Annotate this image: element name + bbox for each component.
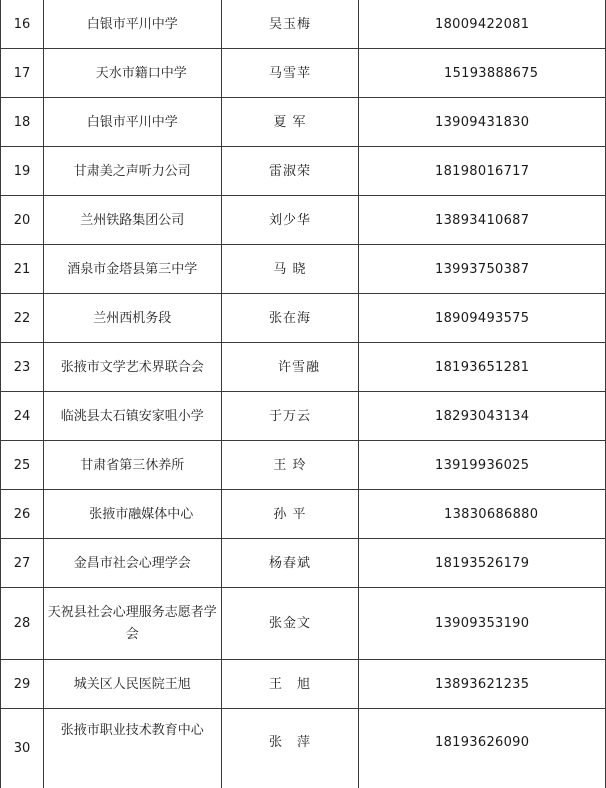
phone-text: 15193888675 <box>444 65 539 81</box>
table-row <box>1 294 606 343</box>
person-name-cell: 杨春斌 <box>221 539 359 588</box>
organization-cell <box>43 49 221 98</box>
row-number: 19 <box>1 147 44 196</box>
phone-cell: 13909431830 <box>359 98 606 147</box>
phone-cell: 18198016717 <box>359 147 606 196</box>
organization-cell: 张掖市文学艺术界联合会 <box>43 343 221 392</box>
row-number: 27 <box>1 539 44 588</box>
person-name-cell: 张 萍 <box>221 709 359 788</box>
table-row <box>1 392 606 441</box>
phone-text: 13830686880 <box>444 506 539 522</box>
person-name-cell: 王 旭 <box>221 660 359 709</box>
table-row <box>1 49 606 98</box>
person-name-cell: 孙 平 <box>221 490 359 539</box>
organization-text: 张掖市融媒体中心 <box>89 506 194 522</box>
table-row <box>1 441 606 490</box>
table-row <box>1 588 606 660</box>
phone-cell: 13909353190 <box>359 588 606 660</box>
table-row <box>1 245 606 294</box>
person-name-cell: 雷淑荣 <box>221 147 359 196</box>
organization-cell: 酒泉市金塔县第三中学 <box>43 245 221 294</box>
table-row <box>1 660 606 709</box>
organization-cell: 兰州西机务段 <box>43 294 221 343</box>
row-number: 22 <box>1 294 44 343</box>
person-name-cell: 刘少华 <box>221 196 359 245</box>
table-row <box>1 98 606 147</box>
row-number: 17 <box>1 49 44 98</box>
row-number: 28 <box>1 588 44 660</box>
phone-cell: 18009422081 <box>359 0 606 49</box>
phone-cell: 13893621235 <box>359 660 606 709</box>
person-name-text: 许雪融 <box>277 359 320 375</box>
organization-cell: 甘肃省第三休养所 <box>43 441 221 490</box>
organization-cell: 甘肃美之声听力公司 <box>43 147 221 196</box>
organization-cell: 白银市平川中学 <box>43 98 221 147</box>
organization-cell: 张掖市职业技术教育中心 <box>43 709 221 788</box>
organization-text: 天水市籍口中学 <box>95 65 187 81</box>
table-row <box>1 490 606 539</box>
person-name-cell: 马雪苹 <box>221 49 359 98</box>
phone-cell: 18193526179 <box>359 539 606 588</box>
row-number: 16 <box>1 0 44 49</box>
table-row <box>1 539 606 588</box>
row-number: 18 <box>1 98 44 147</box>
phone-cell: 18193626090 <box>359 709 606 788</box>
phone-cell: 13893410687 <box>359 196 606 245</box>
organization-cell: 城关区人民医院王旭 <box>43 660 221 709</box>
table-row <box>1 0 606 49</box>
row-number: 25 <box>1 441 44 490</box>
organization-cell: 兰州铁路集团公司 <box>43 196 221 245</box>
row-number: 24 <box>1 392 44 441</box>
table-row <box>1 709 606 788</box>
person-name-cell: 马 晓 <box>221 245 359 294</box>
phone-cell: 13993750387 <box>359 245 606 294</box>
phone-cell <box>359 490 606 539</box>
organization-cell: 临洮县太石镇安家咀小学 <box>43 392 221 441</box>
row-number: 29 <box>1 660 44 709</box>
organization-cell: 白银市平川中学 <box>43 0 221 49</box>
row-number: 20 <box>1 196 44 245</box>
table-row <box>1 196 606 245</box>
phone-cell <box>359 49 606 98</box>
row-number: 23 <box>1 343 44 392</box>
organization-cell: 金昌市社会心理学会 <box>43 539 221 588</box>
phone-cell: 18293043134 <box>359 392 606 441</box>
organization-cell: 天祝县社会心理服务志愿者学会 <box>43 588 221 660</box>
person-name-cell: 夏 军 <box>221 98 359 147</box>
person-name-cell: 于万云 <box>221 392 359 441</box>
table-row <box>1 343 606 392</box>
phone-cell: 18909493575 <box>359 294 606 343</box>
person-name-cell: 吴玉梅 <box>221 0 359 49</box>
organization-cell <box>43 490 221 539</box>
person-name-cell <box>221 343 359 392</box>
person-name-cell: 王 玲 <box>221 441 359 490</box>
row-number: 26 <box>1 490 44 539</box>
phone-cell: 13919936025 <box>359 441 606 490</box>
row-number: 21 <box>1 245 44 294</box>
person-name-cell: 张金文 <box>221 588 359 660</box>
table-row <box>1 147 606 196</box>
row-number: 30 <box>1 709 44 788</box>
phone-cell: 18193651281 <box>359 343 606 392</box>
person-name-cell: 张在海 <box>221 294 359 343</box>
